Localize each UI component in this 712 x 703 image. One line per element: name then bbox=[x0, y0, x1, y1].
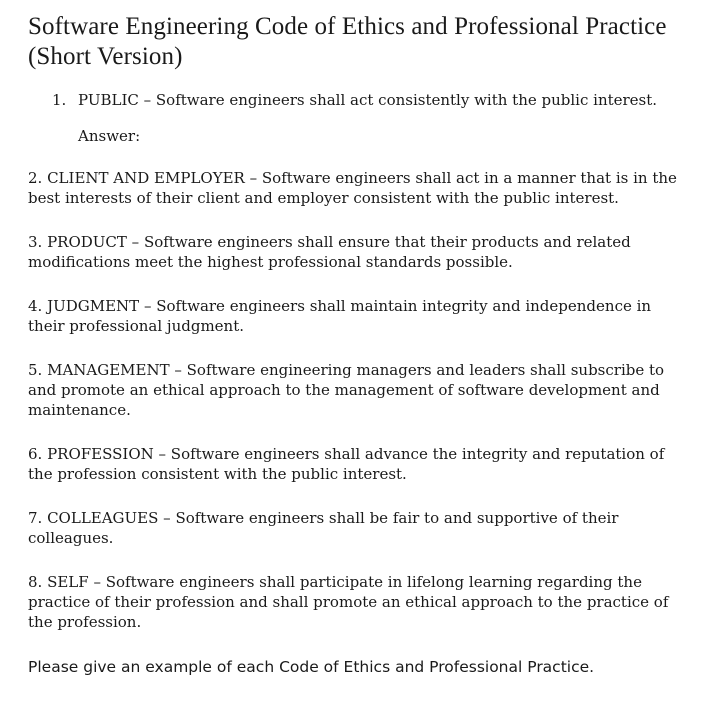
principle-public bbox=[52, 90, 698, 110]
principle-management: 5. MANAGEMENT – Software engineering managers and leaders shall subscribe to and promote an ethical approach to the management of software development and maintenance. bbox=[28, 361, 665, 419]
principle-product: 3. PRODUCT – Software engineers shall ensure that their products and related modifications meet the highest professional standards possible. bbox=[28, 233, 631, 271]
document-title: Software Engineering Code of Ethics and Professional Practice (Short Version) bbox=[28, 13, 667, 70]
principle-client-employer: 2. CLIENT AND EMPLOYER – Software engineers shall act in a manner that is in the best interests of their client and employer consistent with the public interest. bbox=[28, 169, 677, 207]
principle-judgment: 4. JUDGMENT – Software engineers shall maintain integrity and independence in their professional judgment. bbox=[28, 297, 652, 335]
document bbox=[28, 12, 698, 678]
list-number: 1. bbox=[52, 91, 67, 109]
answer-label: Answer: bbox=[78, 127, 141, 145]
question-prompt: Please give an example of each Code of Ethics and Professional Practice. bbox=[28, 658, 595, 676]
principle-colleagues: 7. COLLEAGUES – Software engineers shall be fair to and supportive of their colleagues. bbox=[28, 509, 619, 547]
principle-text: PUBLIC – Software engineers shall act consistently with the public interest. bbox=[78, 91, 658, 109]
principle-profession: 6. PROFESSION – Software engineers shall advance the integrity and reputation of the profession consistent with the public interest. bbox=[28, 445, 665, 483]
principle-self: 8. SELF – Software engineers shall participate in lifelong learning regarding the practice of their profession and shall promote an ethical approach to the practice of the profession. bbox=[28, 573, 669, 631]
